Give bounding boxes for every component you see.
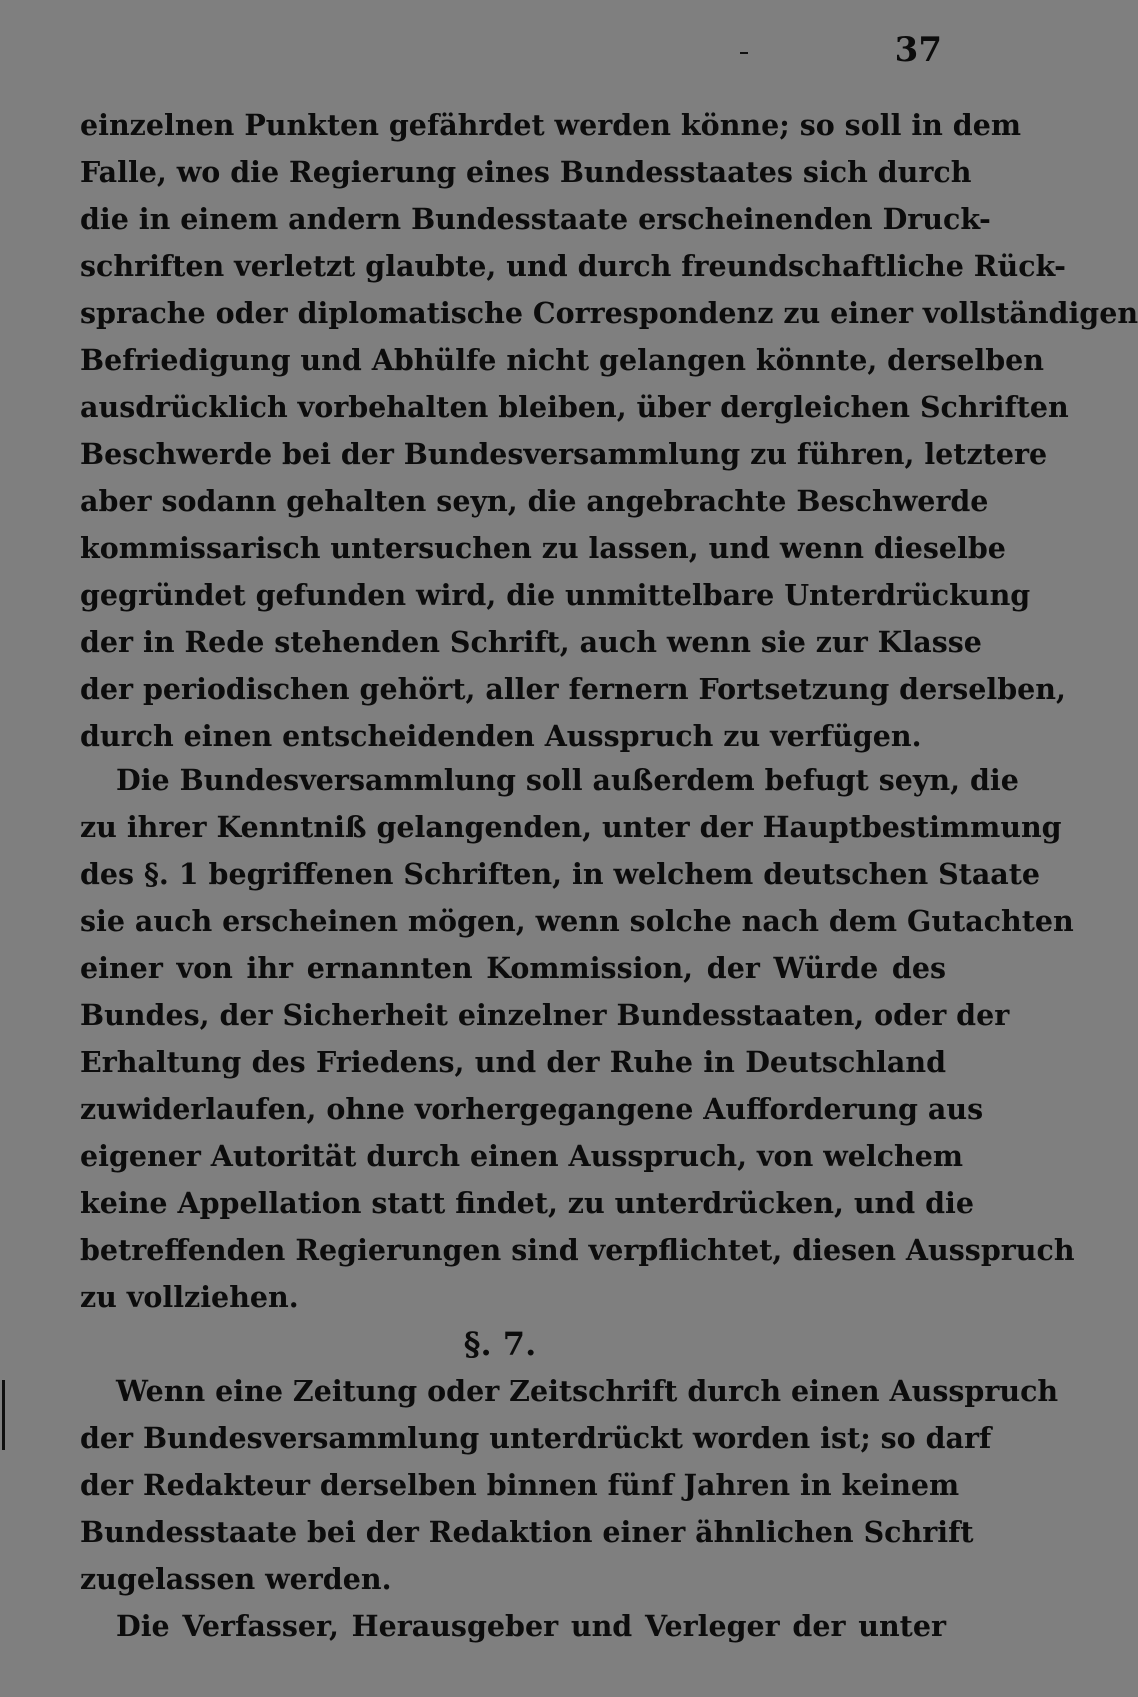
text-line: Die Verfasser, Herausgeber und Verleger der unter [116,1609,946,1643]
text-line: Beschwerde bei der Bundesversammlung zu führen, letztere [80,437,1048,471]
text-line: betreffenden Regierungen sind verpflichtet, diesen Ausspruch [80,1233,1075,1267]
text-line: der periodischen gehört, aller fernern Fortsetzung derselben, [80,672,1066,706]
text-line: Erhaltung des Friedens, und der Ruhe in Deutschland [80,1045,946,1079]
paragraph-2 [80,757,1075,1321]
text-line: Befriedigung und Abhülfe nicht gelangen könnte, derselben [80,343,1045,377]
scan-mark [740,52,748,54]
text-line: durch einen entscheidenden Ausspruch zu verfügen. [80,719,922,753]
text-line: zu vollziehen. [80,1280,299,1314]
section-paragraph-1 [80,1368,1059,1603]
text-line: die in einem andern Bundesstaate erscheinenden Druck- [80,202,991,236]
text-line: ausdrücklich vorbehalten bleiben, über dergleichen Schriften [80,390,1069,424]
text-line: Falle, wo die Regierung eines Bundesstaates sich durch [80,155,972,189]
text-line: kommissarisch untersuchen zu lassen, und wenn dieselbe [80,531,1006,565]
scan-mark [2,1380,5,1450]
text-line: zuwiderlaufen, ohne vorhergegangene Aufforderung aus [80,1092,984,1126]
text-line: Die Bundesversammlung soll außerdem befugt seyn, die [116,763,1019,797]
text-line: sprache oder diplomatische Correspondenz zu einer vollständigen [80,296,1138,330]
paragraph-1 [80,102,1138,760]
text-line: des §. 1 begriffenen Schriften, in welchem deutschen Staate [80,857,1041,891]
text-line: Bundesstaate bei der Redaktion einer ähnlichen Schrift [80,1515,974,1549]
text-line: eigener Autorität durch einen Ausspruch, von welchem [80,1139,964,1173]
text-line: zugelassen werden. [80,1562,392,1596]
text-line: gegründet gefunden wird, die unmittelbare Unterdrückung [80,578,1031,612]
text-line: sie auch erscheinen mögen, wenn solche nach dem Gutachten [80,904,1074,938]
page-number: 37 [894,30,942,70]
text-line: der Bundesversammlung unterdrückt worden ist; so darf [80,1421,992,1455]
text-line: Bundes, der Sicherheit einzelner Bundesstaaten, oder der [80,998,1010,1032]
text-line: einer von ihr ernannten Kommission, der Würde des [80,951,946,985]
text-line: einzelnen Punkten gefährdet werden könne; so soll in dem [80,108,1022,142]
text-line: keine Appellation statt findet, zu unterdrücken, und die [80,1186,975,1220]
text-line: der in Rede stehenden Schrift, auch wenn sie zur Klasse [80,625,982,659]
section-heading: §. 7. [463,1325,537,1363]
section-paragraph-2 [80,1603,946,1650]
text-line: der Redakteur derselben binnen fünf Jahren in keinem [80,1468,960,1502]
text-line: schriften verletzt glaubte, und durch freundschaftliche Rück- [80,249,1066,283]
text-line: aber sodann gehalten seyn, die angebrachte Beschwerde [80,484,989,518]
text-line: Wenn eine Zeitung oder Zeitschrift durch einen Ausspruch [116,1374,1059,1408]
text-line: zu ihrer Kenntniß gelangenden, unter der Hauptbestimmung [80,810,1062,844]
